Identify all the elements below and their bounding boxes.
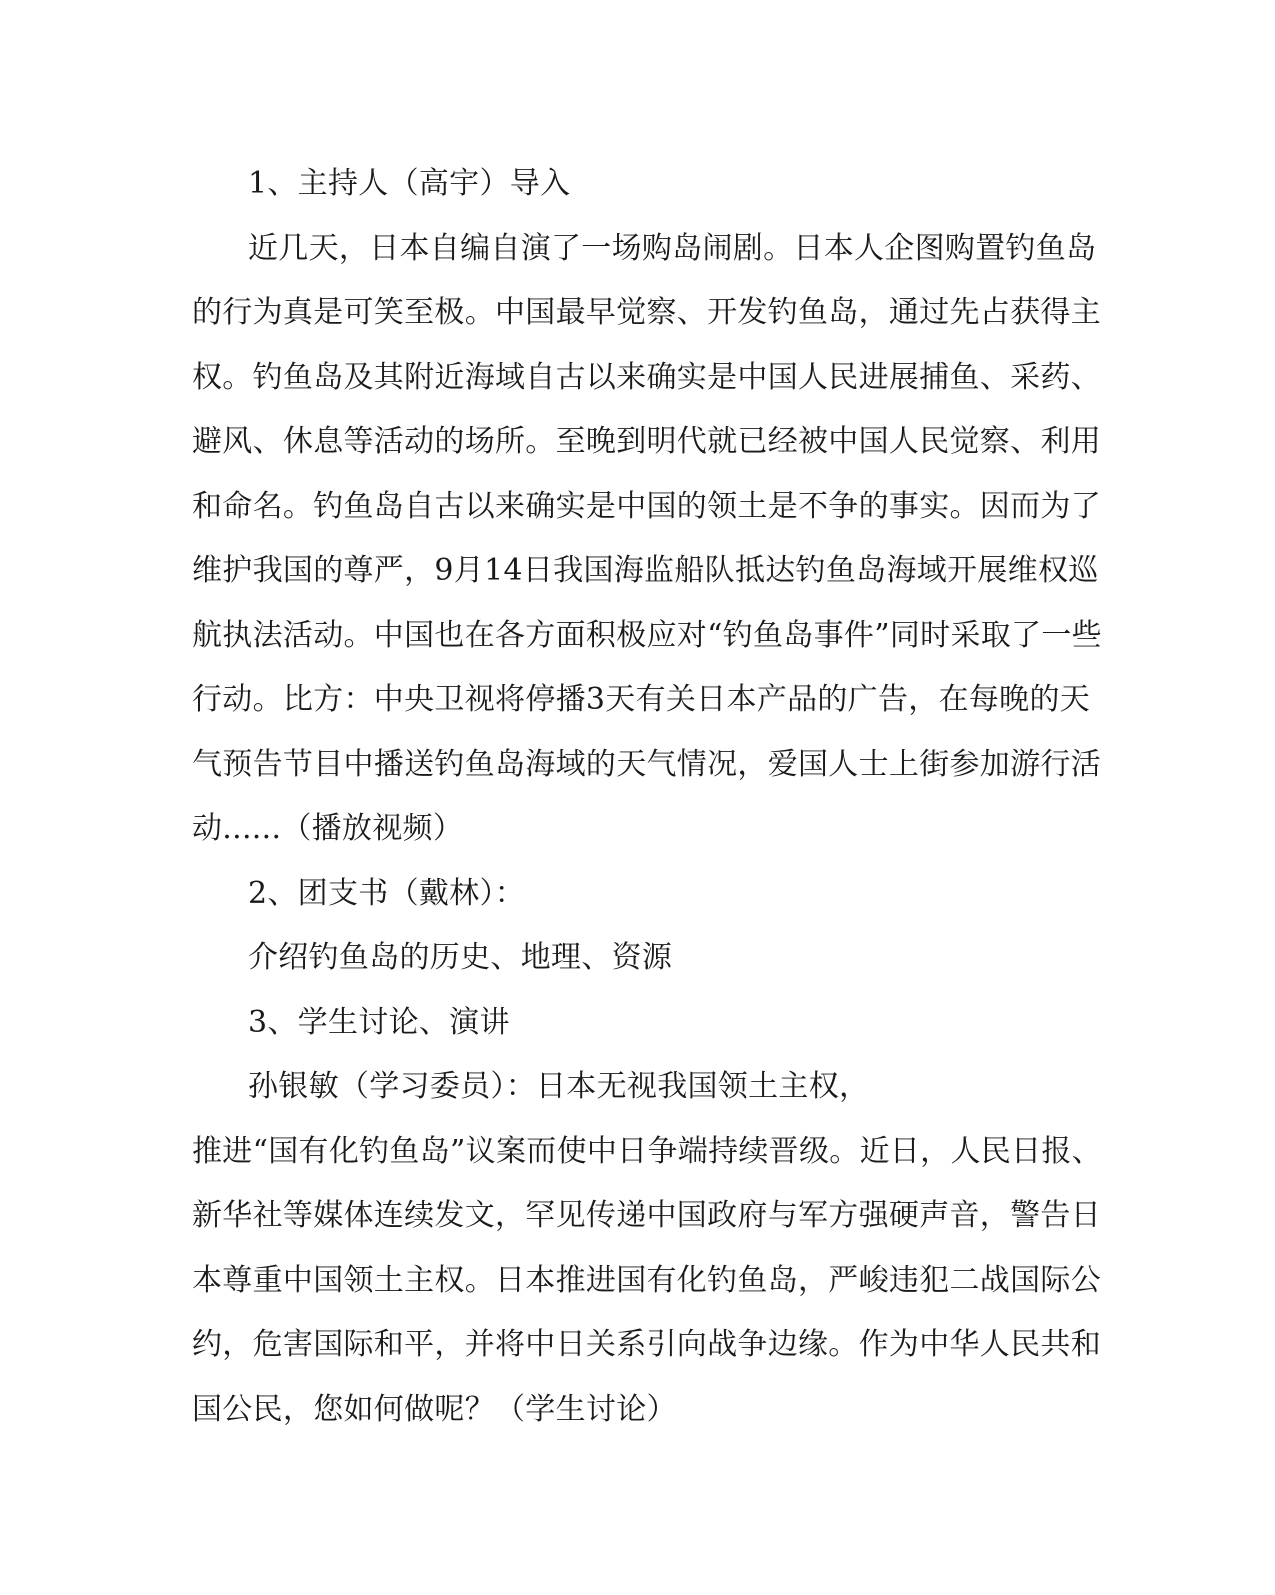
section-heading-student-discussion: 3、学生讨论、演讲 xyxy=(248,1004,510,1040)
paragraph-line: 新华社等媒体连续发文，罕见传递中国政府与军方强硬声音，警告日 xyxy=(192,1198,1101,1233)
paragraph-line: 孙银敏（学习委员）：日本无视我国领土主权， xyxy=(248,1069,870,1104)
paragraph-line: 行动。比方：中央卫视将停播3天有关日本产品的广告，在每晚的天 xyxy=(192,682,1091,717)
paragraph-line: 近几天，日本自编自演了一场购岛闹剧。日本人企图购置钓鱼岛 xyxy=(248,230,1097,266)
paragraph-line: 航执法活动。中国也在各方面积极应对“钓鱼岛事件”同时采取了一些 xyxy=(192,617,1102,653)
paragraph-line: 动......（播放视频） xyxy=(192,811,464,846)
paragraph-line: 的行为真是可笑至极。中国最早觉察、开发钓鱼岛，通过先占获得主 xyxy=(192,295,1101,330)
paragraph-line: 气预告节目中播送钓鱼岛海域的天气情况，爱国人士上街参加游行活 xyxy=(192,746,1101,782)
document-body xyxy=(192,152,1102,1442)
paragraph-line: 本尊重中国领土主权。日本推进国有化钓鱼岛，严峻违犯二战国际公 xyxy=(192,1262,1101,1298)
paragraph-line: 和命名。钓鱼岛自古以来确实是中国的领土是不争的事实。因而为了 xyxy=(192,488,1101,524)
paragraph-line: 避风、休息等活动的场所。至晚到明代就已经被中国人民觉察、利用 xyxy=(192,424,1101,459)
paragraph-line: 国公民，您如何做呢？（学生讨论） xyxy=(192,1391,677,1427)
section-heading-host-intro: 1、主持人（高宇）导入 xyxy=(248,166,571,201)
paragraph-line: 权。钓鱼岛及其附近海域自古以来确实是中国人民进展捕鱼、采药、 xyxy=(192,359,1101,395)
paragraph-line: 约，危害国际和平，并将中日关系引向战争边缘。作为中华人民共和 xyxy=(192,1327,1101,1362)
paragraph-line: 介绍钓鱼岛的历史、地理、资源 xyxy=(248,940,673,975)
section-heading-league-secretary: 2、团支书（戴林）： xyxy=(248,875,526,911)
paragraph-line: 维护我国的尊严，9月14日我国海监船队抵达钓鱼岛海域开展维权巡 xyxy=(192,553,1099,588)
paragraph-line: 推进“国有化钓鱼岛”议案而使中日争端持续晋级。近日，人民日报、 xyxy=(192,1133,1102,1169)
